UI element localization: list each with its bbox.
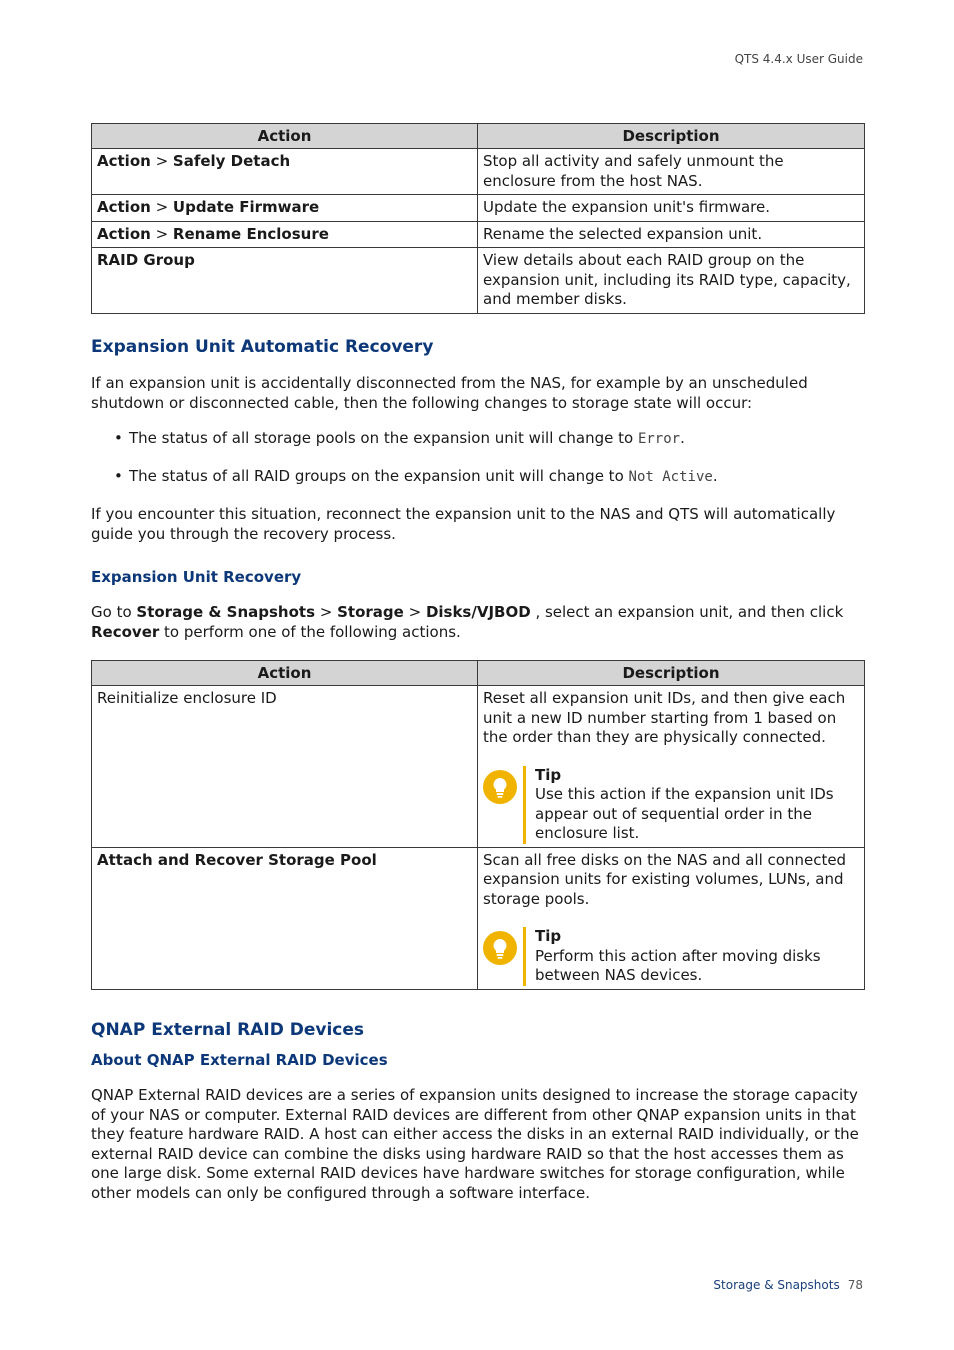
footer-section: Storage & Snapshots [713,1278,840,1292]
action-label: Safely Detach [172,152,291,170]
action-label: Update Firmware [172,198,320,216]
ui-path-label: Recover [91,622,160,641]
subsection-title: Expansion Unit Recovery [91,568,302,586]
tip-text: Use this action if the expansion unit IDs appear out of sequential order in the enclosure list. [535,785,834,842]
ui-path-label: Storage [337,603,404,621]
table-row [92,847,865,989]
ui-path-label: Disks/VJBOD [425,603,531,621]
paragraph: If you encounter this situation, reconnect the expansion unit to the NAS and QTS will automatically guide you through the recovery process. [91,505,836,543]
action-label: Action [97,224,151,243]
status-code: Error [637,431,681,447]
column-header-description: Description [478,661,865,686]
action-label: Action [97,152,151,170]
running-header: QTS 4.4.x User Guide [734,52,863,66]
table-row [92,248,865,314]
table-row [92,686,865,848]
table-row [92,221,865,248]
action-label: RAID Group [97,251,195,269]
action-table-2 [91,660,865,990]
action-table-1 [91,123,865,314]
description-cell: Stop all activity and safely unmount the enclosure from the host NAS. [478,149,865,195]
lightbulb-icon [483,931,517,965]
column-header-action: Action [92,661,478,686]
page-footer [713,1276,863,1296]
tip-callout [483,927,859,986]
menu-separator: > [150,152,173,170]
section-title: Expansion Unit Automatic Recovery [91,337,434,357]
description-cell: Rename the selected expansion unit. [478,221,865,248]
action-label: Action [97,198,151,216]
description-cell: View details about each RAID group on the expansion unit, including its RAID type, capacity, and member disks. [478,248,865,314]
tip-text: Perform this action after moving disks between NAS devices. [535,946,821,984]
tip-title: Tip [535,765,562,784]
paragraph: If an expansion unit is accidentally disconnected from the NAS, for example by an unscheduled shutdown or disconnected cable, then the following changes to storage state will occur: [91,374,808,412]
ui-path-label: Storage & Snapshots [136,603,315,621]
list-item: • The status of all RAID groups on the expansion unit will change to Not Active. [114,467,718,485]
lightbulb-icon [483,770,517,804]
column-header-description: Description [478,124,865,149]
action-label: Rename Enclosure [172,224,329,243]
action-cell: Reinitialize enclosure ID [92,686,478,848]
menu-separator: > [150,198,173,216]
action-label: Attach and Recover Storage Pool [97,850,377,869]
list-item: • The status of all storage pools on the expansion unit will change to Error. [114,429,685,447]
section-title: QNAP External RAID Devices [91,1020,365,1040]
page-number: 78 [847,1278,863,1292]
tip-title: Tip [535,927,562,945]
paragraph: Go to Storage & Snapshots > Storage > Disks/VJBOD , select an expansion unit, and then click Recover to perform one of the following actions. [91,603,844,641]
paragraph: QNAP External RAID devices are a series of expansion units designed to increase the storage capacity of your NAS or computer. External RAID devices are different from other QNAP expansion units in that they feature hardware RAID. A host can either access the disks in an external RAID individually, or the external RAID device can combine the disks using hardware RAID so that the host accesses them as one large disk. Some external RAID devices have hardware switches for storage configuration, while other models can only be configured through a software interface. [91,1086,859,1202]
table-row [92,195,865,222]
table-row [92,149,865,195]
description-cell: Update the expansion unit's firmware. [478,195,865,222]
menu-separator: > [150,224,173,243]
description-cell: Scan all free disks on the NAS and all connected expansion units for existing volumes, LUNs, and storage pools. Tip Perform this action after moving disks between NAS devices. [478,847,865,989]
description-cell: Reset all expansion unit IDs, and then give each unit a new ID number starting from 1 based on the order than they are physically connected. Tip Use this action if the expansion unit IDs appear out of sequential order in the enclosure list. [478,686,865,848]
subsection-title: About QNAP External RAID Devices [91,1051,388,1069]
column-header-action: Action [92,124,478,149]
tip-accent-bar [523,927,526,986]
tip-callout [483,766,859,844]
status-code: Not Active [628,469,713,485]
tip-accent-bar [523,766,526,844]
